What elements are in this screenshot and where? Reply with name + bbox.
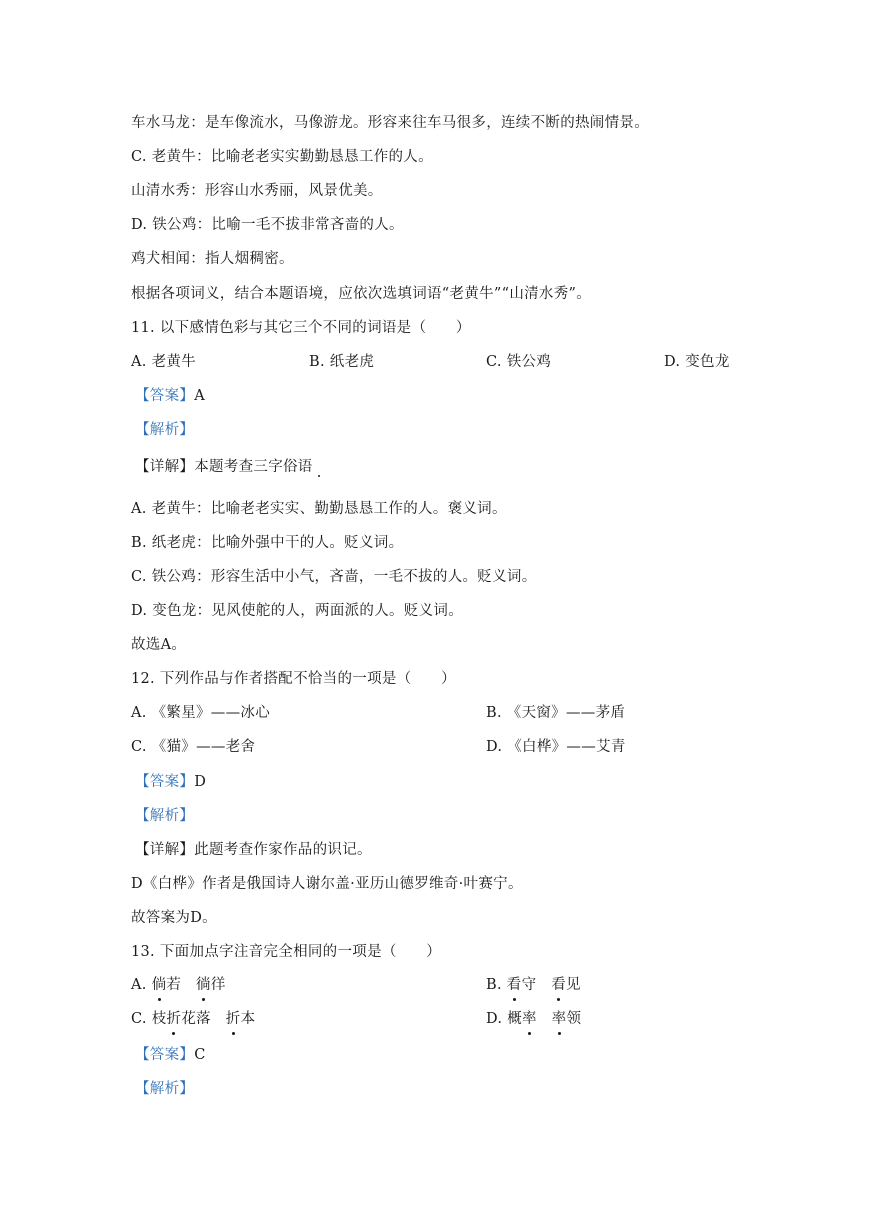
analysis-tag: 【解析】 — [135, 808, 195, 824]
q11-detail — [135, 457, 313, 477]
q12-option-c: C. 《猫》——老舍 — [131, 739, 256, 755]
q12-analysis — [135, 806, 194, 826]
text-line: 鸡犬相闻：指人烟稠密。 — [131, 251, 294, 267]
q13-option-b — [486, 975, 581, 995]
text-line: C. 老黄牛：比喻老老实实勤勤恳恳工作的人。 — [131, 149, 433, 165]
plain-char: 花落 — [181, 1011, 211, 1027]
dotted-char: 看 — [506, 977, 522, 993]
answer-tag: 【答案】 — [135, 388, 195, 404]
q11-option-c: C. 铁公鸡 — [486, 354, 552, 370]
q11-option-d: D. 变色龙 — [664, 354, 730, 370]
answer-value: C — [194, 1047, 206, 1063]
option-label: C. — [131, 1011, 152, 1027]
explain-line: D《白桦》作者是俄国诗人谢尔盖·亚历山德罗维奇·叶赛宁。 — [131, 876, 523, 892]
text-line: 车水马龙：是车像流水，马像游龙。形容来往车马很多，连续不断的热闹情景。 — [131, 115, 649, 131]
option-label: A. — [131, 977, 152, 993]
detail-tag: 【详解】 — [135, 842, 195, 858]
explain-line: C. 铁公鸡：形容生活中小气，吝啬，一毛不拔的人。贬义词。 — [131, 569, 537, 585]
q12-answer — [135, 772, 206, 792]
plain-char: 徉 — [210, 977, 226, 993]
analysis-tag: 【解析】 — [135, 422, 195, 438]
conclusion-line: 故答案为D。 — [131, 910, 217, 926]
detail-text: 本题考查三字俗语 — [194, 459, 313, 475]
q11-option-b: B. 纸老虎 — [309, 354, 375, 370]
dotted-char: 折 — [166, 1011, 182, 1027]
plain-char: 概 — [507, 1011, 523, 1027]
plain-char: 守 — [521, 977, 537, 993]
dotted-char: 徜 — [196, 977, 211, 993]
q12-option-a: A. 《繁星》——冰心 — [131, 705, 270, 721]
dotted-char: 看 — [551, 977, 567, 993]
answer-value: A — [194, 388, 205, 404]
plain-char: 本 — [240, 1011, 256, 1027]
dotted-char: 率 — [551, 1011, 567, 1027]
q11-option-a: A. 老黄牛 — [131, 354, 196, 370]
dotted-char: 倘 — [151, 977, 167, 993]
plain-char: 见 — [566, 977, 581, 993]
answer-value: D — [194, 774, 207, 790]
stray-mark — [318, 475, 320, 477]
plain-char: 领 — [566, 1011, 582, 1027]
question-12-stem: 12. 下列作品与作者搭配不恰当的一项是（ ） — [131, 671, 456, 687]
dotted-char: 折 — [225, 1011, 241, 1027]
q13-analysis — [135, 1079, 194, 1099]
q13-option-d — [486, 1009, 581, 1029]
text-line: 根据各项词义，结合本题语境，应依次选填词语“老黄牛”“山清水秀”。 — [131, 286, 592, 302]
explain-line: D. 变色龙：见风使舵的人，两面派的人。贬义词。 — [131, 603, 464, 619]
q12-option-b: B. 《天窗》——茅盾 — [486, 705, 626, 721]
text-line: D. 铁公鸡：比喻一毛不拔非常吝啬的人。 — [131, 217, 404, 233]
q12-detail — [135, 840, 372, 860]
plain-char: 枝 — [151, 1011, 167, 1027]
q13-option-a — [131, 975, 226, 995]
dotted-char: 率 — [522, 1011, 537, 1027]
answer-tag: 【答案】 — [135, 774, 195, 790]
conclusion-line: 故选A。 — [131, 637, 187, 653]
question-13-stem: 13. 下面加点字注音完全相同的一项是（ ） — [131, 944, 442, 960]
detail-text: 此题考查作家作品的识记。 — [194, 842, 372, 858]
explain-line: A. 老黄牛：比喻老老实实、勤勤恳恳工作的人。褒义词。 — [131, 501, 507, 517]
question-11-stem: 11. 以下感情色彩与其它三个不同的词语是（ ） — [131, 320, 471, 336]
option-label: B. — [486, 977, 507, 993]
q13-option-c — [131, 1009, 255, 1029]
q11-answer — [135, 386, 205, 406]
q12-option-d: D. 《白桦》——艾青 — [486, 739, 626, 755]
q13-answer — [135, 1045, 206, 1065]
analysis-tag: 【解析】 — [135, 1081, 195, 1097]
q11-analysis — [135, 420, 194, 440]
plain-char: 若 — [166, 977, 182, 993]
detail-tag: 【详解】 — [135, 459, 195, 475]
explain-line: B. 纸老虎：比喻外强中干的人。贬义词。 — [131, 535, 404, 551]
text-line: 山清水秀：形容山水秀丽，风景优美。 — [131, 183, 383, 199]
option-label: D. — [486, 1011, 508, 1027]
answer-tag: 【答案】 — [135, 1047, 195, 1063]
